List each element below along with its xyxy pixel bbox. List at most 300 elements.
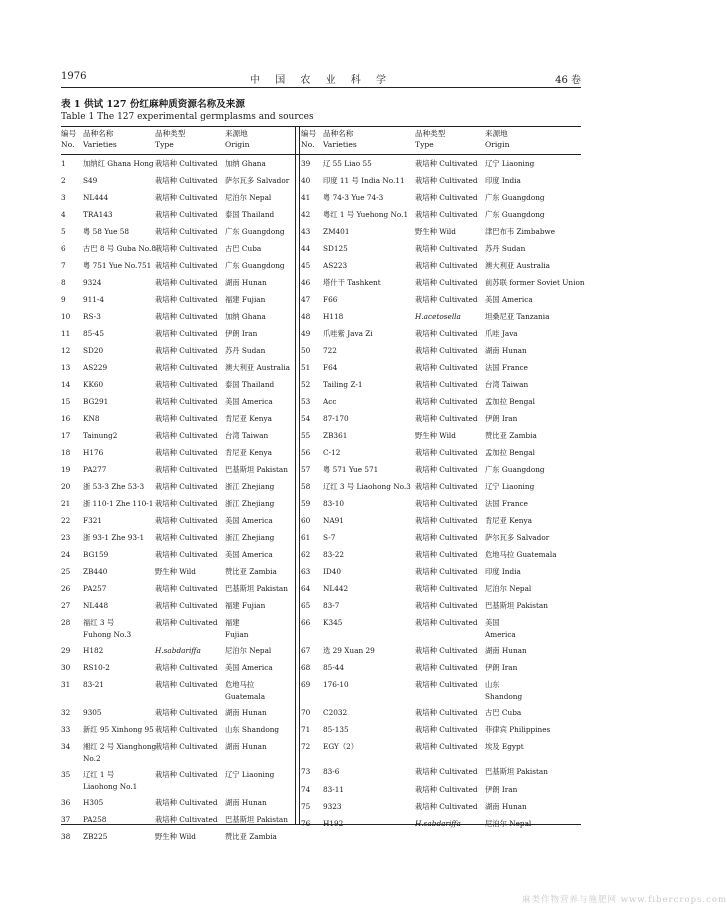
row-type: 栽培种 Cultivated (155, 380, 218, 389)
header-variety: 品种名称 Varieties (83, 129, 117, 149)
row-origin: 山东 Shandong (225, 725, 280, 734)
header-origin: 来源地 Origin (225, 129, 250, 149)
row-origin: 巴基斯坦 Pakistan (485, 601, 548, 610)
row-no: 32 (61, 708, 71, 717)
row-origin: 肯尼亚 Kenya (225, 448, 272, 457)
table-row (61, 742, 293, 770)
row-variety: RS-3 (83, 312, 101, 321)
row-variety: 塔什干 Tashkent (323, 278, 381, 287)
table-row (301, 431, 581, 448)
table-row (301, 227, 581, 244)
row-variety: ZB361 (323, 431, 348, 440)
table-caption-en: Table 1 The 127 experimental germplasms and sources (61, 112, 314, 122)
row-no: 44 (301, 244, 311, 253)
table-row (301, 244, 581, 261)
table-row (301, 584, 581, 601)
table-row (61, 329, 293, 346)
row-origin: 福建 (225, 618, 240, 627)
table-row (301, 680, 581, 708)
table-row (301, 193, 581, 210)
table-row (61, 516, 293, 533)
row-origin: 肯尼亚 Kenya (485, 516, 532, 525)
row-origin: 澳大利亚 Australia (485, 261, 551, 270)
row-origin: 赞比亚 Zambia (225, 567, 277, 576)
table-row (61, 380, 293, 397)
row-variety: 古巴 8 号 Guba No.8 (83, 244, 156, 253)
row-type: 栽培种 Cultivated (415, 767, 478, 776)
row-variety: 85-135 (323, 725, 349, 734)
row-variety: 选 29 Xuan 29 (323, 646, 375, 655)
table-row (61, 680, 293, 708)
row-origin: 广东 Guangdong (225, 261, 285, 270)
row-type: 栽培种 Cultivated (415, 708, 478, 717)
row-no: 75 (301, 802, 311, 811)
row-origin-line2: Fujian (225, 630, 249, 639)
row-type: 栽培种 Cultivated (415, 346, 478, 355)
table-row (61, 708, 293, 725)
row-variety: SD125 (323, 244, 348, 253)
row-variety: 印度 11 号 India No.11 (323, 176, 405, 185)
row-no: 53 (301, 397, 311, 406)
table-row (301, 380, 581, 397)
table-row (301, 759, 581, 785)
row-variety: NA91 (323, 516, 344, 525)
row-variety: ZM401 (323, 227, 350, 236)
row-origin-line2: Shandong (485, 692, 523, 701)
row-variety: 83-6 (323, 767, 340, 776)
row-no: 30 (61, 663, 71, 672)
row-variety: PA277 (83, 465, 107, 474)
row-origin: 巴基斯坦 Pakistan (225, 465, 288, 474)
table-row (301, 176, 581, 193)
row-variety: PA258 (83, 815, 107, 824)
row-variety: BG159 (83, 550, 109, 559)
row-variety: ZB440 (83, 567, 108, 576)
row-type: 栽培种 Cultivated (415, 380, 478, 389)
row-no: 34 (61, 742, 71, 751)
row-origin: 辽宁 Liaoning (485, 482, 535, 491)
row-variety: NL448 (83, 601, 109, 610)
row-origin: 爪哇 Java (485, 329, 518, 338)
row-type: 栽培种 Cultivated (155, 680, 218, 689)
row-type: 栽培种 Cultivated (155, 278, 218, 287)
row-type: 栽培种 Cultivated (155, 708, 218, 717)
row-variety-line2: Fuhong No.3 (83, 630, 132, 639)
row-origin: 津巴布韦 Zimbabwe (485, 227, 556, 236)
table-row (61, 567, 293, 584)
row-origin: 危地马拉 Guatemala (485, 550, 557, 559)
row-variety: KN8 (83, 414, 100, 423)
row-variety: F66 (323, 295, 338, 304)
row-type: 栽培种 Cultivated (415, 680, 478, 689)
row-no: 74 (301, 785, 311, 794)
row-no: 52 (301, 380, 311, 389)
row-origin: 美国 America (225, 516, 273, 525)
row-no: 20 (61, 482, 71, 491)
row-type: 栽培种 Cultivated (415, 618, 478, 627)
row-origin: 古巴 Cuba (225, 244, 262, 253)
row-origin: 危地马拉 (225, 680, 255, 689)
table-row (61, 465, 293, 482)
row-variety: 粤 74-3 Yue 74-3 (323, 193, 384, 202)
table-right-half (301, 126, 585, 828)
table-row (61, 770, 293, 798)
row-type: 栽培种 Cultivated (415, 176, 478, 185)
row-origin: 加纳 Ghana (225, 159, 266, 168)
row-origin: 前苏联 former Soviet Union (485, 278, 585, 287)
table-row (61, 448, 293, 465)
row-variety: H305 (83, 798, 104, 807)
row-no: 69 (301, 680, 311, 689)
row-type: 栽培种 Cultivated (155, 798, 218, 807)
row-origin: 埃及 Egypt (485, 742, 524, 751)
row-origin: 浙江 Zhejiang (225, 533, 275, 542)
table-row (301, 601, 581, 618)
row-type: 栽培种 Cultivated (415, 550, 478, 559)
row-no: 49 (301, 329, 311, 338)
row-no: 56 (301, 448, 311, 457)
row-no: 11 (61, 329, 71, 338)
row-type: 栽培种 Cultivated (415, 785, 478, 794)
row-no: 43 (301, 227, 311, 236)
row-type: 栽培种 Cultivated (415, 742, 478, 751)
row-variety: 加纳红 Ghana Hong (83, 159, 154, 168)
row-variety: 辽红 3 号 Liaohong No.3 (323, 482, 411, 491)
row-no: 50 (301, 346, 311, 355)
row-no: 64 (301, 584, 311, 593)
row-origin: 广东 Guangdong (485, 210, 545, 219)
row-type: 栽培种 Cultivated (155, 742, 218, 751)
row-variety: 浙 93-1 Zhe 93-1 (83, 533, 145, 542)
table-row (301, 159, 581, 176)
row-variety: 85-44 (323, 663, 345, 672)
row-variety: C-12 (323, 448, 341, 457)
row-type: 野生种 Wild (415, 227, 456, 236)
row-no: 29 (61, 646, 71, 655)
row-variety: F64 (323, 363, 338, 372)
row-origin: 福建 Fujian (225, 601, 266, 610)
table-row (61, 363, 293, 380)
row-origin: 印度 India (485, 176, 521, 185)
running-header (61, 71, 581, 85)
row-type: 栽培种 Cultivated (415, 567, 478, 576)
row-variety: 湘红 2 号 Xianghong (83, 742, 157, 751)
header-rule (61, 87, 581, 88)
row-type: 栽培种 Cultivated (155, 448, 218, 457)
row-origin: 广东 Guangdong (485, 193, 545, 202)
row-type: H.acetosella (415, 312, 461, 321)
row-variety: TRA143 (83, 210, 113, 219)
table-row (61, 312, 293, 329)
table-row (61, 533, 293, 550)
row-type: 栽培种 Cultivated (155, 584, 218, 593)
row-type: 栽培种 Cultivated (155, 431, 218, 440)
row-type: 野生种 Wild (155, 567, 196, 576)
row-no: 9 (61, 295, 66, 304)
left-rows (61, 159, 293, 849)
row-variety: 9323 (323, 802, 342, 811)
table-row (301, 312, 581, 329)
row-origin: 湖南 Hunan (485, 646, 527, 655)
row-type: 栽培种 Cultivated (155, 397, 218, 406)
row-type: 栽培种 Cultivated (415, 646, 478, 655)
column-divider (295, 126, 300, 825)
table-row (301, 482, 581, 499)
row-variety: 粤 58 Yue 58 (83, 227, 130, 236)
table-row (301, 516, 581, 533)
table-row (301, 210, 581, 227)
row-variety: 新红 95 Xinhong 95 (83, 725, 154, 734)
table-row (61, 550, 293, 567)
row-type: 栽培种 Cultivated (415, 725, 478, 734)
row-variety: 85-45 (83, 329, 105, 338)
row-variety: 粤红 1 号 Yuehong No.1 (323, 210, 409, 219)
row-origin: 伊朗 Iran (485, 414, 518, 423)
table-row (301, 465, 581, 482)
row-no: 21 (61, 499, 71, 508)
row-no: 42 (301, 210, 311, 219)
table-row (301, 448, 581, 465)
table-row (301, 725, 581, 742)
table-row (61, 244, 293, 261)
table-row (61, 663, 293, 680)
row-variety: 浙 53-3 Zhe 53-3 (83, 482, 145, 491)
row-no: 31 (61, 680, 71, 689)
row-no: 3 (61, 193, 66, 202)
row-origin: 菲律宾 Philippines (485, 725, 551, 734)
row-no: 28 (61, 618, 71, 627)
row-origin: 浙江 Zhejiang (225, 482, 275, 491)
table-row (61, 295, 293, 312)
row-variety: AS223 (323, 261, 348, 270)
row-variety: Tailing Z-1 (323, 380, 363, 389)
table-row (301, 708, 581, 725)
row-type: 栽培种 Cultivated (155, 601, 218, 610)
row-type: 栽培种 Cultivated (155, 725, 218, 734)
row-origin-line2: Guatemala (225, 692, 266, 701)
table-row (61, 261, 293, 278)
row-variety: NL442 (323, 584, 349, 593)
row-origin: 肯尼亚 Kenya (225, 414, 272, 423)
table-row (301, 261, 581, 278)
table-row (61, 646, 293, 663)
row-variety: 83-21 (83, 680, 105, 689)
row-no: 13 (61, 363, 71, 372)
row-type: 栽培种 Cultivated (155, 465, 218, 474)
table-row (61, 397, 293, 414)
row-variety: PA257 (83, 584, 107, 593)
row-type: 栽培种 Cultivated (415, 414, 478, 423)
row-origin: 美国 (485, 618, 500, 627)
row-type: 栽培种 Cultivated (155, 346, 218, 355)
table-row (61, 601, 293, 618)
row-origin: 湖南 Hunan (225, 278, 267, 287)
table-row (301, 567, 581, 584)
germplasm-table (61, 126, 585, 841)
row-no: 62 (301, 550, 311, 559)
row-variety: S-7 (323, 533, 336, 542)
row-origin: 广东 Guangdong (225, 227, 285, 236)
table-row (61, 584, 293, 601)
row-type: 栽培种 Cultivated (415, 278, 478, 287)
row-variety: 911-4 (83, 295, 105, 304)
row-origin: 浙江 Zhejiang (225, 499, 275, 508)
row-variety-line2: No.2 (83, 754, 101, 763)
row-no: 18 (61, 448, 71, 457)
table-left-half (61, 126, 293, 841)
table-row (61, 431, 293, 448)
row-origin: 湖南 Hunan (485, 802, 527, 811)
row-no: 35 (61, 770, 71, 779)
row-origin: 尼泊尔 Nepal (225, 193, 272, 202)
row-no: 19 (61, 465, 71, 474)
table-row (301, 329, 581, 346)
row-variety: H176 (83, 448, 104, 457)
row-variety: 83-22 (323, 550, 345, 559)
row-variety: 87-170 (323, 414, 349, 423)
row-origin: 澳大利亚 Australia (225, 363, 291, 372)
row-origin: 美国 America (225, 397, 273, 406)
row-origin: 坦桑尼亚 Tanzania (485, 312, 550, 321)
row-variety: S49 (83, 176, 98, 185)
row-no: 54 (301, 414, 311, 423)
table-row (301, 663, 581, 680)
row-origin: 印度 India (485, 567, 521, 576)
row-variety: 722 (323, 346, 337, 355)
row-no: 71 (301, 725, 311, 734)
row-type: 栽培种 Cultivated (155, 516, 218, 525)
row-no: 5 (61, 227, 66, 236)
row-no: 65 (301, 601, 311, 610)
row-type: 野生种 Wild (415, 431, 456, 440)
row-variety: 83-7 (323, 601, 340, 610)
row-type: 栽培种 Cultivated (415, 584, 478, 593)
row-no: 17 (61, 431, 71, 440)
row-origin: 福建 Fujian (225, 295, 266, 304)
row-no: 8 (61, 278, 66, 287)
row-no: 51 (301, 363, 311, 372)
page-number: 1976 (61, 71, 87, 82)
row-origin: 古巴 Cuba (485, 708, 522, 717)
row-type: 栽培种 Cultivated (155, 210, 218, 219)
table-row (61, 725, 293, 742)
row-origin: 巴基斯坦 Pakistan (225, 815, 288, 824)
row-no: 14 (61, 380, 71, 389)
row-type: 栽培种 Cultivated (155, 244, 218, 253)
table-caption-cn: 表 1 供试 127 份红麻种质资源名称及来源 (61, 99, 245, 110)
header-no: 编号 No. (301, 129, 317, 149)
row-no: 67 (301, 646, 311, 655)
row-variety: KK60 (83, 380, 104, 389)
table-row (61, 482, 293, 499)
row-variety: C2032 (323, 708, 348, 717)
row-origin: 美国 America (225, 550, 273, 559)
row-type: 栽培种 Cultivated (155, 159, 218, 168)
row-origin-line2: America (485, 630, 516, 639)
row-variety: EGY（2） (323, 742, 359, 751)
row-no: 57 (301, 465, 311, 474)
row-origin: 湖南 Hunan (225, 742, 267, 751)
table-row (301, 363, 581, 380)
row-origin: 伊朗 Iran (485, 785, 518, 794)
row-no: 38 (61, 832, 71, 841)
row-no: 61 (301, 533, 311, 542)
row-origin: 巴基斯坦 Pakistan (485, 767, 548, 776)
row-origin: 辽宁 Liaoning (485, 159, 535, 168)
row-origin: 台湾 Taiwan (485, 380, 529, 389)
row-no: 39 (301, 159, 311, 168)
row-variety: H182 (83, 646, 104, 655)
row-origin: 泰国 Thailand (225, 380, 275, 389)
row-type: H.sabdariffa (415, 819, 461, 828)
row-no: 46 (301, 278, 311, 287)
row-type: 栽培种 Cultivated (415, 397, 478, 406)
row-origin: 湖南 Hunan (225, 708, 267, 717)
table-row (301, 499, 581, 516)
row-variety: NL444 (83, 193, 109, 202)
row-type: 栽培种 Cultivated (155, 261, 218, 270)
row-origin: 赞比亚 Zambia (485, 431, 537, 440)
row-type: 栽培种 Cultivated (155, 295, 218, 304)
header-variety: 品种名称 Varieties (323, 129, 357, 149)
table-row (61, 227, 293, 244)
row-no: 58 (301, 482, 311, 491)
table-row (301, 414, 581, 431)
row-origin: 湖南 Hunan (485, 346, 527, 355)
table-row (301, 550, 581, 567)
row-type: 栽培种 Cultivated (155, 227, 218, 236)
row-type: H.sabdariffa (155, 646, 201, 655)
row-origin: 孟加拉 Bengal (485, 397, 535, 406)
row-type: 栽培种 Cultivated (415, 663, 478, 672)
row-type: 栽培种 Cultivated (155, 176, 218, 185)
table-row (301, 785, 581, 802)
row-type: 栽培种 Cultivated (155, 770, 218, 779)
row-no: 7 (61, 261, 66, 270)
table-row (61, 832, 293, 849)
row-no: 15 (61, 397, 71, 406)
row-origin: 辽宁 Liaoning (225, 770, 275, 779)
row-origin: 尼泊尔 Nepal (225, 646, 272, 655)
row-no: 33 (61, 725, 71, 734)
journal-title: 中 国 农 业 科 学 (250, 75, 392, 86)
row-type: 栽培种 Cultivated (415, 802, 478, 811)
row-variety: Acc (323, 397, 337, 406)
row-no: 76 (301, 819, 311, 828)
row-type: 栽培种 Cultivated (415, 363, 478, 372)
row-type: 栽培种 Cultivated (415, 329, 478, 338)
row-no: 45 (301, 261, 311, 270)
table-row (301, 618, 581, 646)
row-no: 63 (301, 567, 311, 576)
row-no: 23 (61, 533, 71, 542)
row-no: 26 (61, 584, 71, 593)
row-type: 栽培种 Cultivated (415, 261, 478, 270)
row-type: 栽培种 Cultivated (415, 448, 478, 457)
volume-label: 46 卷 (555, 75, 581, 86)
row-no: 70 (301, 708, 311, 717)
row-type: 栽培种 Cultivated (155, 329, 218, 338)
row-no: 59 (301, 499, 311, 508)
row-no: 47 (301, 295, 311, 304)
header-type: 品种类型 Type (155, 129, 186, 149)
row-no: 55 (301, 431, 311, 440)
row-no: 48 (301, 312, 311, 321)
row-origin: 美国 America (485, 295, 533, 304)
row-no: 66 (301, 618, 311, 627)
row-origin: 苏丹 Sudan (225, 346, 266, 355)
row-no: 27 (61, 601, 71, 610)
